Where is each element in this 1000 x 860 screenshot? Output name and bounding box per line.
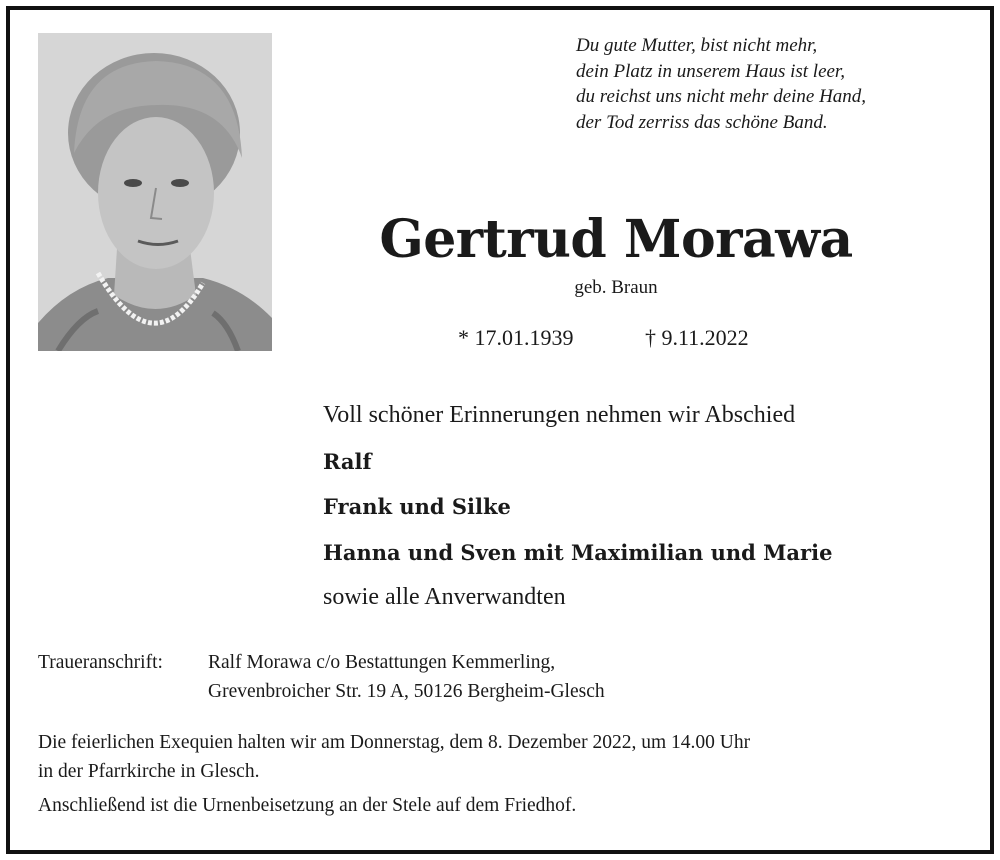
ceremony-line: Die feierlichen Exequien halten wir am Donnerstag, dem 8. Dezember 2022, um 14.00 Uhr	[38, 732, 751, 753]
poem-line: der Tod zerriss das schöne Band.	[576, 111, 828, 133]
death-date: † 9.11.2022	[645, 325, 749, 350]
poem-line: dein Platz in unserem Haus ist leer,	[576, 60, 845, 82]
mourning-address	[38, 648, 605, 706]
mourner-name: Frank und Silke	[323, 494, 511, 519]
farewell-intro: Voll schöner Erinnerungen nehmen wir Abschied	[323, 402, 796, 428]
mourner-name: Ralf	[323, 448, 372, 474]
poem-line: Du gute Mutter, bist nicht mehr,	[576, 35, 818, 56]
portrait-photo	[38, 33, 272, 351]
relatives-line: sowie alle Anverwandten	[323, 584, 566, 610]
ceremony-line: in der Pfarrkirche in Glesch.	[38, 761, 260, 782]
address-line: Grevenbroicher Str. 19 A, 50126 Bergheim-Glesch	[208, 681, 605, 702]
mourner-name: Hanna und Sven mit Maximilian und Marie	[323, 539, 833, 565]
poem	[576, 33, 966, 135]
poem-line: du reichst uns nicht mehr deine Hand,	[576, 86, 867, 107]
address-line: Ralf Morawa c/o Bestattungen Kemmerling,	[208, 652, 556, 673]
mourners-block	[323, 393, 832, 621]
birth-date: * 17.01.1939	[458, 325, 574, 350]
address-label: Traueranschrift:	[38, 652, 163, 673]
deceased-name: Gertrud Morawa	[379, 209, 853, 270]
burial-info: Anschließend ist die Urnenbeisetzung an der Stele auf dem Friedhof.	[38, 795, 577, 816]
maiden-name: geb. Braun	[574, 277, 658, 298]
ceremony-info	[38, 728, 968, 786]
